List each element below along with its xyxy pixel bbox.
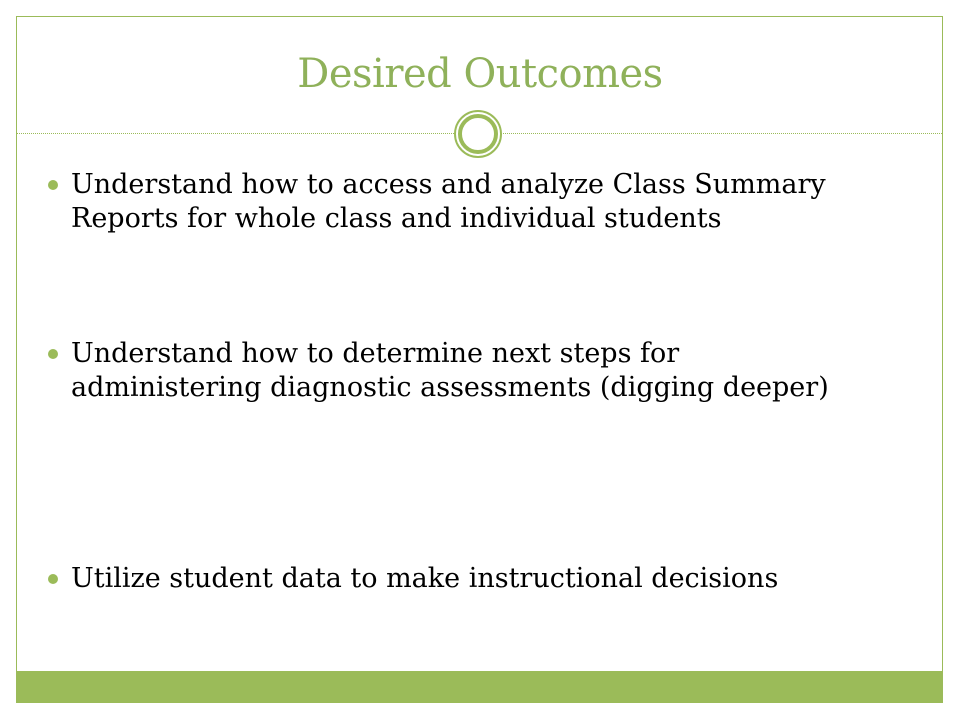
bullet-dot-icon — [48, 349, 58, 359]
bullet-text: Understand how to access and analyze Class Summary Reports for whole class and individual students — [71, 169, 826, 234]
bullet-dot-icon — [48, 574, 58, 584]
bullet-text: Utilize student data to make instructional decisions — [71, 563, 779, 594]
list-item — [48, 168, 908, 236]
circle-ornament-icon — [453, 109, 503, 159]
bullet-text: Understand how to determine next steps for administering diagnostic assessments (digging deeper) — [71, 338, 829, 403]
footer-accent-bar — [17, 671, 942, 702]
list-item — [48, 337, 908, 405]
bullet-dot-icon — [48, 180, 58, 190]
slide-title: Desired Outcomes — [297, 51, 663, 97]
list-item — [48, 562, 908, 596]
